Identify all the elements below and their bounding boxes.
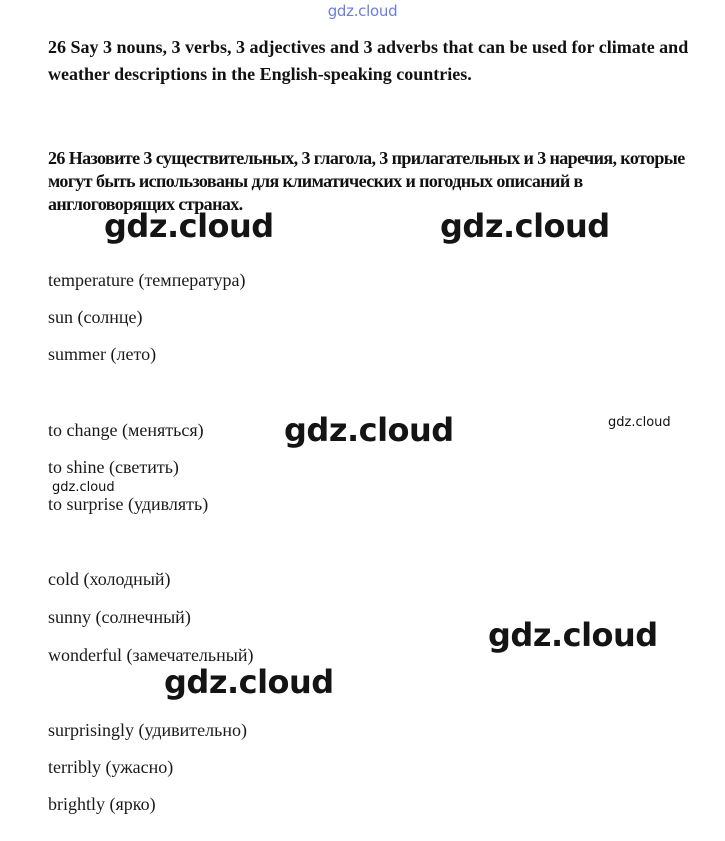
watermark: gdz.cloud: [104, 207, 274, 245]
verb-item: to change (меняться): [48, 420, 204, 440]
watermark: gdz.cloud: [440, 207, 610, 245]
adverb-item: surprisingly (удивительно): [48, 720, 247, 740]
adjective-item: wonderful (замечательный): [48, 645, 254, 665]
noun-item: summer (лето): [48, 344, 157, 364]
noun-item: sun (солнце): [48, 307, 143, 327]
watermark: gdz.cloud: [608, 415, 671, 430]
verb-item: to shine (светить): [48, 457, 179, 477]
adjective-item: cold (холодный): [48, 569, 171, 589]
verb-item: to surprise (удивлять): [48, 494, 209, 514]
watermark: gdz.cloud: [284, 411, 454, 449]
adjective-item: sunny (солнечный): [48, 607, 191, 627]
site-mark: gdz.cloud: [327, 2, 398, 20]
adverb-item: terribly (ужасно): [48, 757, 174, 777]
noun-item: temperature (температура): [48, 270, 246, 290]
adverb-item: brightly (ярко): [48, 794, 156, 814]
watermark: gdz.cloud: [164, 663, 334, 701]
watermark: gdz.cloud: [488, 616, 658, 654]
task-english: 26 Say 3 nouns, 3 verbs, 3 adjectives and 3 adverbs that can be used for climate and weather descriptions in the English-speaking countries.: [48, 37, 689, 84]
watermark: gdz.cloud: [52, 480, 115, 495]
task-russian: 26 Назовите 3 существительных, 3 глагола, 3 прилагательных и 3 наречия, которые могут быть использованы для климатических и погодных описаний в англоговорящих странах.: [48, 148, 685, 214]
